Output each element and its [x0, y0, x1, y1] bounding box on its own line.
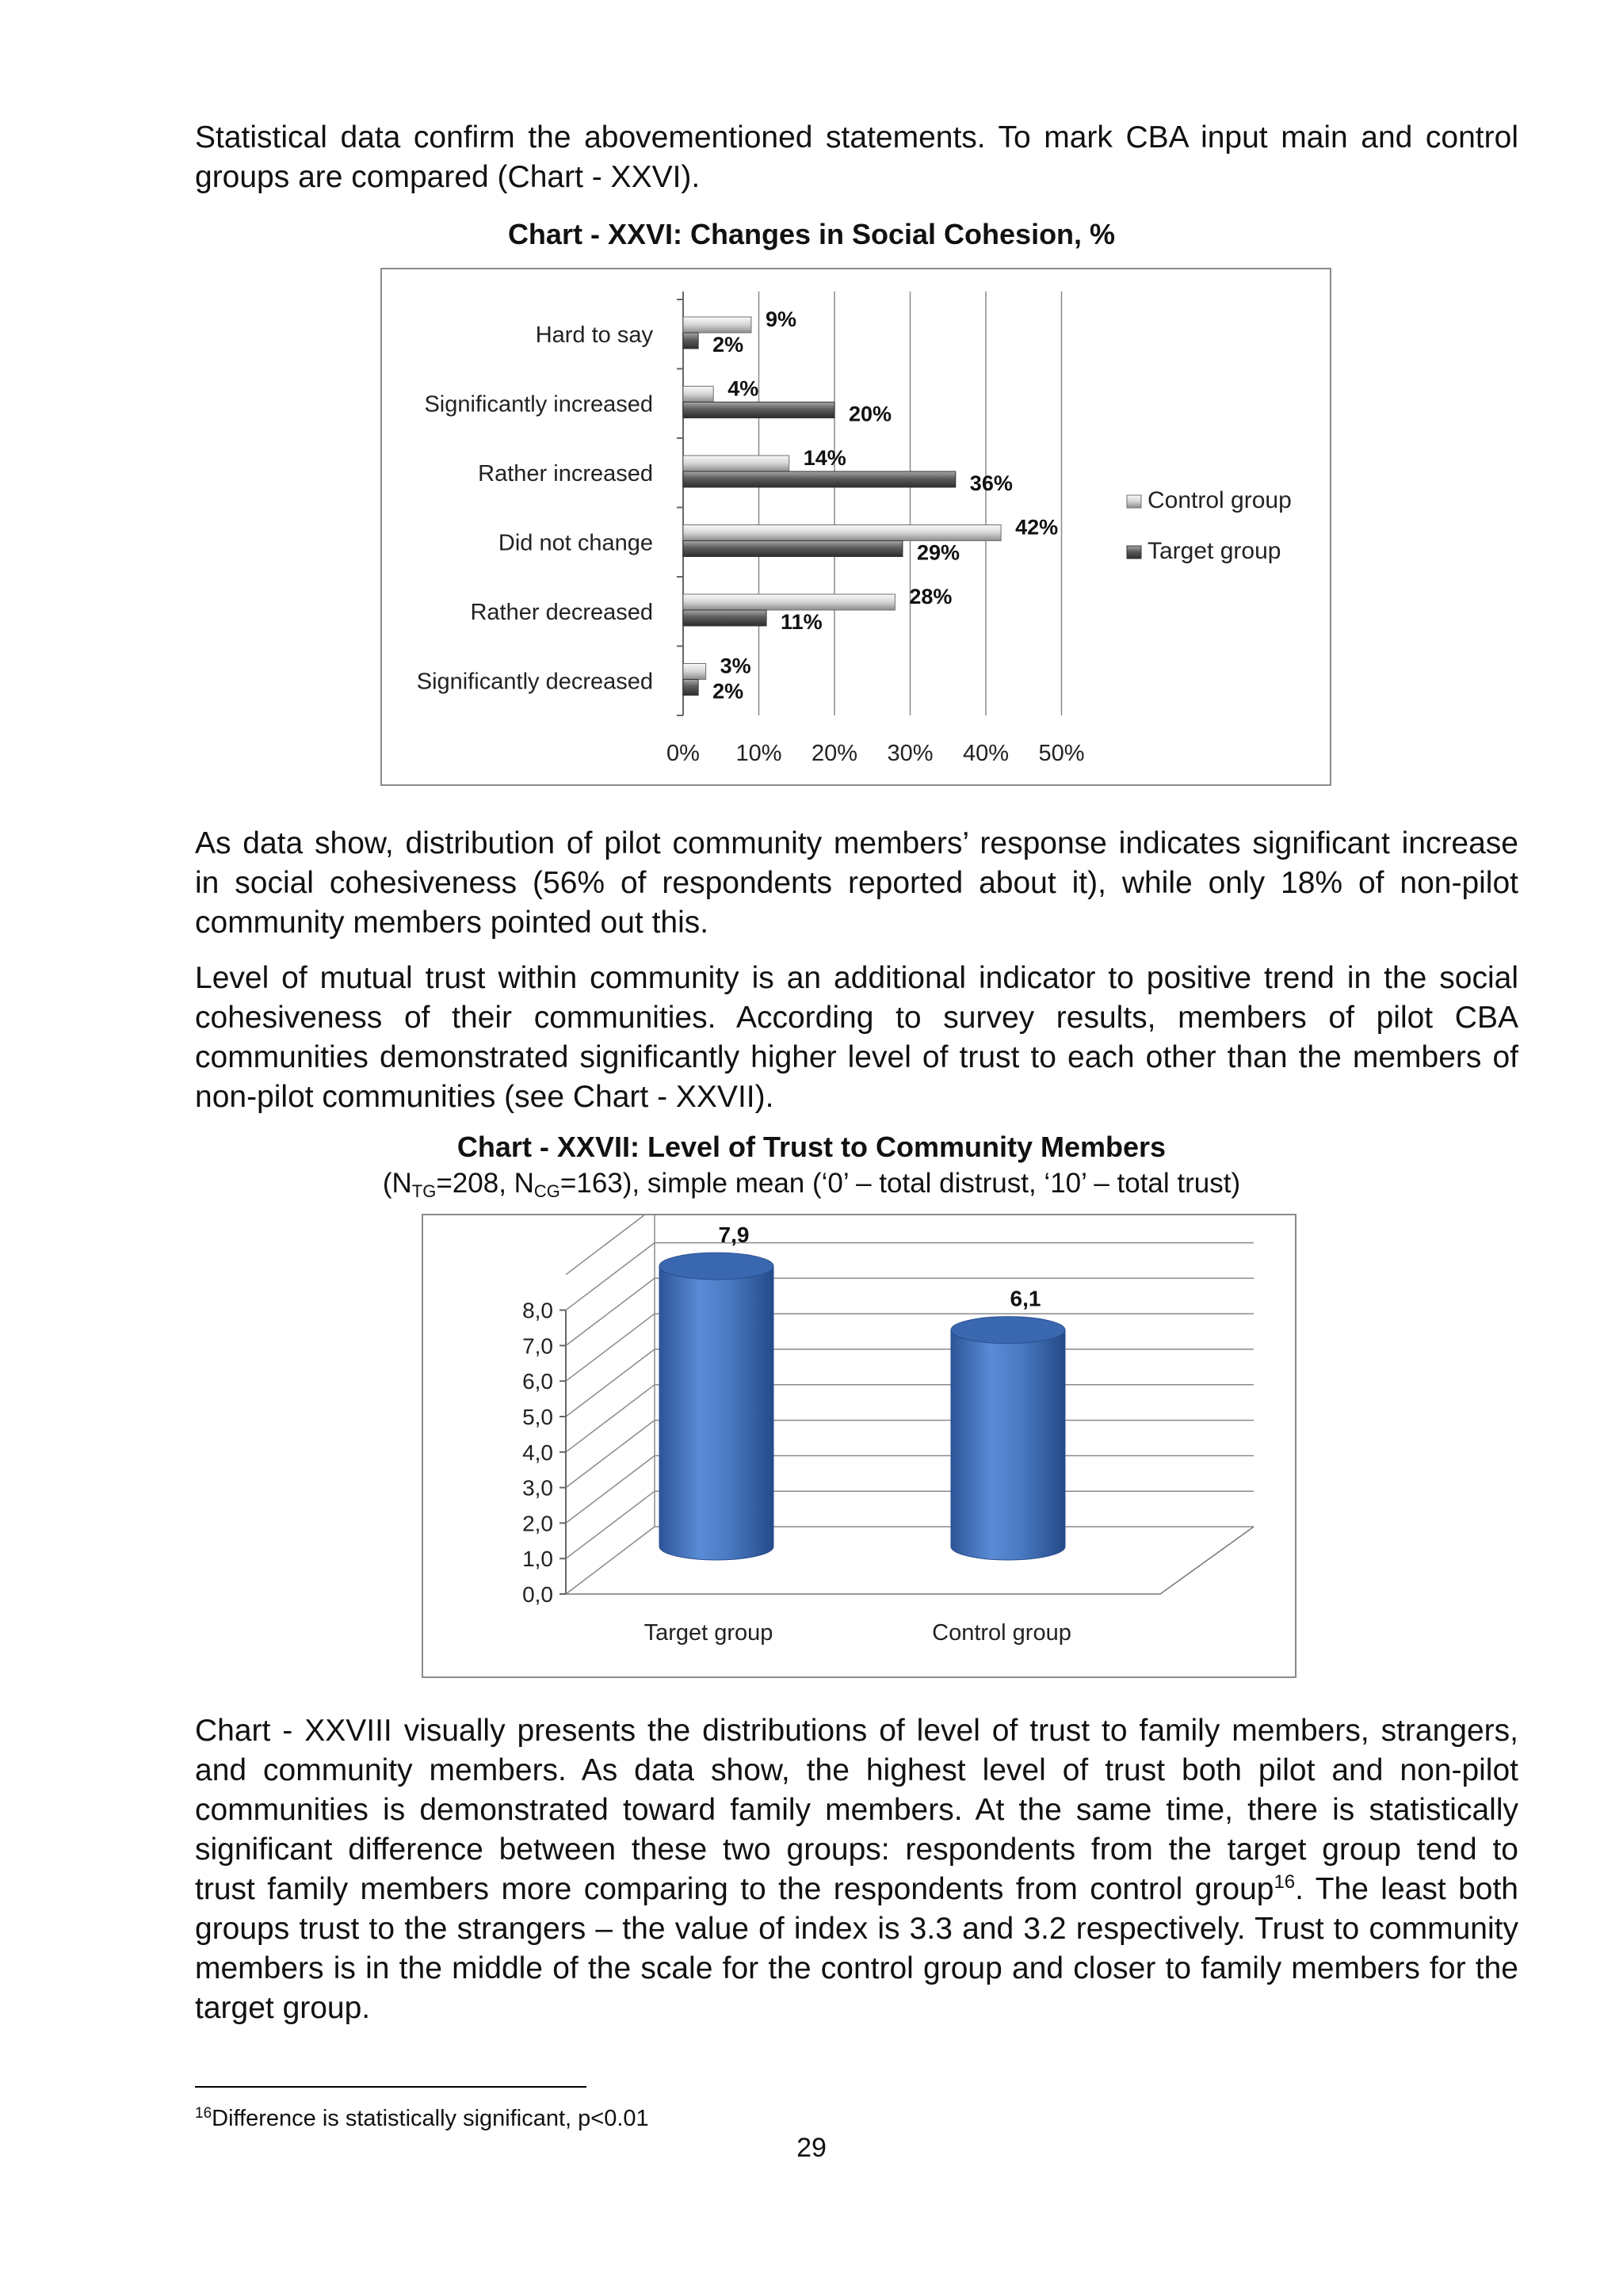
side-wall-gridline: [566, 1491, 655, 1558]
bar-control: [683, 387, 713, 402]
y-tick-label: 2,0: [522, 1511, 553, 1536]
data-label-control: 3%: [720, 654, 751, 678]
data-label-control: 4%: [727, 376, 759, 401]
text-part: trust family members more comparing to the respondents from control group: [195, 1872, 1274, 1906]
subtitle-part: (N: [382, 1168, 412, 1199]
legend-swatch-target: [1127, 546, 1141, 559]
subtitle-subscript: CG: [533, 1181, 560, 1201]
data-label: 6,1: [1010, 1286, 1041, 1311]
x-tick-label: 20%: [811, 741, 858, 766]
category-label: Significantly decreased: [416, 669, 653, 695]
bar-target: [683, 402, 834, 418]
text-line: members is in the middle of the scale for the control group and closer to family members for the: [195, 1951, 1518, 1985]
cylinder-body: [659, 1266, 773, 1560]
y-tick-label: 6,0: [522, 1369, 553, 1394]
data-label-control: 14%: [803, 446, 846, 470]
data-label: 7,9: [718, 1222, 750, 1248]
x-category-label: Target group: [643, 1620, 773, 1646]
footnote: [195, 2098, 649, 2134]
bar-target: [683, 471, 956, 487]
data-label-target: 11%: [781, 610, 823, 634]
text-line: As data show, distribution of pilot community members’ response indicates significant increase: [195, 826, 1518, 860]
text-line: groups are compared (Chart - XXVI).: [195, 160, 701, 194]
footnote-separator: [195, 2086, 586, 2088]
y-tick-label: 4,0: [522, 1440, 553, 1465]
text-line-with-footnote: [195, 1870, 1518, 1909]
y-tick-label: 3,0: [522, 1475, 553, 1501]
category-label: Rather increased: [478, 461, 653, 486]
chart-27-frame: [422, 1214, 1296, 1678]
text-line: communities demonstrated significantly higher level of trust to each other than the members of: [195, 1040, 1518, 1074]
page-number: 29: [796, 2133, 827, 2163]
text-line: target group.: [195, 1991, 371, 2025]
chart-26: [382, 269, 1330, 784]
y-tick-label: 8,0: [522, 1298, 553, 1323]
data-label-target: 2%: [712, 679, 744, 704]
text-line: significant difference between these two groups: respondents from the target group tend to: [195, 1833, 1518, 1867]
category-label: Did not change: [498, 530, 653, 556]
text-line: Chart - XXVIII visually presents the distributions of level of trust to family members, strangers,: [195, 1714, 1518, 1748]
text-line: Level of mutual trust within community is an additional indicator to positive trend in the social: [195, 961, 1518, 995]
footnote-text: Difference is statistically significant, p<0.01: [212, 2106, 649, 2131]
category-label: Rather decreased: [470, 600, 653, 625]
side-wall-gridline: [566, 1314, 655, 1381]
side-wall-gridline: [566, 1215, 655, 1275]
text-line: in social cohesiveness (56% of respondents reported about it), while only 18% of non-pilot: [195, 866, 1518, 900]
bar-target: [683, 333, 698, 349]
x-tick-label: 0%: [666, 741, 700, 766]
text-line: groups trust to the strangers – the value of index is 3.3 and 3.2 respectively. Trust to community: [195, 1912, 1518, 1946]
bar-control: [683, 664, 706, 680]
bar-target: [683, 541, 903, 557]
y-tick-label: 5,0: [522, 1405, 553, 1429]
cylinder-body: [951, 1330, 1065, 1560]
side-wall-gridline: [566, 1527, 655, 1594]
paragraph-results: [195, 824, 1518, 943]
category-label: Hard to say: [535, 322, 653, 348]
cylinder-top: [951, 1317, 1065, 1344]
bar-control: [683, 317, 751, 333]
legend-swatch-control: [1127, 495, 1141, 508]
text-line: Statistical data confirm the abovementioned statements. To mark CBA input main and control: [195, 120, 1518, 154]
side-wall-gridline: [566, 1455, 655, 1523]
paragraph-distributions: [195, 1711, 1518, 2028]
category-label: Significantly increased: [424, 391, 653, 418]
x-tick-label: 40%: [962, 741, 1010, 766]
text-line: non-pilot communities (see Chart - XXVII).: [195, 1080, 774, 1114]
bar-control: [683, 456, 789, 471]
y-tick-label: 0,0: [522, 1582, 553, 1607]
text-line: and community members. As data show, the highest level of trust both pilot and non-pilot: [195, 1753, 1518, 1787]
text-line: community members pointed out this.: [195, 906, 709, 940]
subtitle-part: =163), simple mean (‘0’ – total distrust, ‘10’ – total trust): [559, 1168, 1241, 1199]
bar-control: [683, 594, 895, 610]
text-part: . The least both: [1295, 1872, 1519, 1906]
y-tick-label: 7,0: [522, 1333, 553, 1359]
data-label-target: 2%: [712, 333, 744, 357]
bar-target: [683, 680, 698, 696]
data-label-control: 28%: [909, 585, 953, 608]
y-tick-label: 1,0: [522, 1547, 553, 1572]
data-label-target: 36%: [969, 471, 1013, 495]
side-wall-gridline: [566, 1421, 655, 1488]
chart-26-title: Chart - XXVI: Changes in Social Cohesion, %: [507, 218, 1116, 250]
bar-target: [683, 610, 766, 626]
chart-27: [423, 1215, 1295, 1676]
legend-label-target: Target group: [1148, 538, 1281, 564]
subtitle-subscript: TG: [411, 1181, 437, 1201]
side-wall-gridline: [566, 1278, 655, 1345]
subtitle-part: =208, N: [436, 1168, 534, 1199]
data-label-control: 42%: [1015, 515, 1059, 540]
paragraph-intro: [195, 118, 1518, 197]
side-wall-gridline: [566, 1385, 655, 1452]
chart-27-subtitle: [0, 1166, 1623, 1201]
text-line: communities is demonstrated toward family members. At the same time, there is statistically: [195, 1793, 1518, 1827]
x-tick-label: 30%: [887, 741, 934, 766]
x-tick-label: 10%: [735, 741, 782, 766]
paragraph-trust: [195, 959, 1518, 1117]
bar-control: [683, 525, 1001, 541]
data-label-control: 9%: [765, 307, 796, 331]
data-label-target: 20%: [849, 402, 892, 426]
cylinder-top: [659, 1253, 773, 1280]
footnote-mark: 16: [195, 2105, 212, 2122]
side-wall-gridline: [566, 1349, 655, 1417]
data-label-target: 29%: [916, 540, 960, 565]
chart-26-frame: [380, 268, 1331, 786]
x-tick-label: 50%: [1038, 741, 1085, 766]
legend-label-control: Control group: [1148, 487, 1292, 513]
chart-27-title: Chart - XXVII: Level of Trust to Community Members: [456, 1131, 1167, 1163]
side-wall-gridline: [566, 1243, 655, 1310]
footnote-reference[interactable]: 16: [1274, 1871, 1296, 1893]
x-category-label: Control group: [932, 1620, 1071, 1646]
text-line: cohesiveness of their communities. According to survey results, members of pilot CBA: [195, 1001, 1518, 1035]
